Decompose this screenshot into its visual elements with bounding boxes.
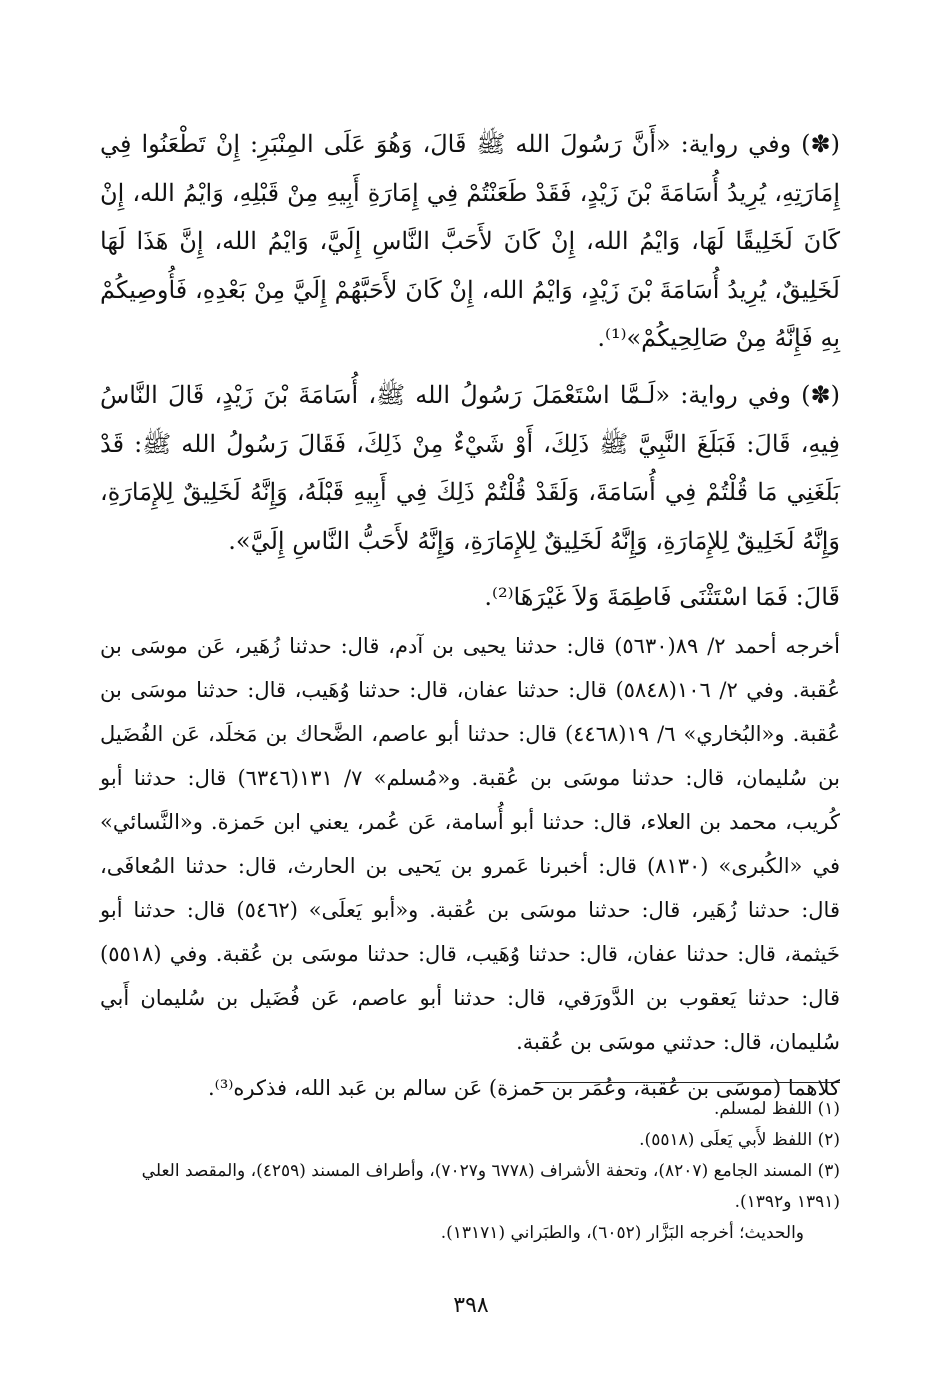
footnote-divider [535,1082,840,1083]
footnote-text: اللفظ لمسلم. [713,1099,813,1119]
footnote-number: (٣) [817,1161,840,1181]
footnote-number: (٢) [817,1130,840,1150]
sanad-paragraph: أخرجه أحمد ٢/ ٨٩(٥٦٣٠) قال: حدثنا يحيى بن آدم، قال: حدثنا زُهَير، عَن موسَى بن عُقبة. وفي ٢/ ١٠٦(٥٨٤٨) قال: حدثنا عفان، قال: حدثنا وُهَيب، قال: حدثنا موسَى بن عُقبة. و«البُخاري» ٦/ ١٩(٤٤٦٨) قال: حدثنا أبو عاصم، الضَّحاك بن مَخلَد، عَن الفُضَيل بن سُليمان، قال: حدثنا موسَى بن عُقبة. و«مُسلم» ٧/ ١٣١(٦٣٤٦) قال: حدثنا أبو كُريب، محمد بن العلاء، قال: حدثنا أبو أُسامة، عَن عُمر، يعني ابن حَمزة. و«النَّسائي» في «الكُبرى» (٨١٣٠) قال: أخبرنا عَمرو بن يَحيى بن الحارث، قال: حدثنا المُعافَى، قال: حدثنا زُهَير، قال: حدثنا موسَى بن عُقبة. و«أبو يَعلَى» (٥٤٦٢) قال: حدثنا أبو خَيثمة، قال: حدثنا عفان، قال: حدثنا وُهَيب، قال: حدثنا موسَى بن عُقبة. وفي (٥٥١٨) قال: حدثنا يَعقوب بن الدَّورَقي، قال: حدثنا أبو عاصم، عَن فُضَيل بن سُليمان أَبي سُليمان، قال: حدثني موسَى بن عُقبة. [100,633,840,1054]
footnote-1 [100,1094,840,1125]
footnotes [100,1094,840,1249]
footnote-number: (١) [817,1099,840,1119]
hadith-paragraph-2: (✽) وفي رواية: «لَـمَّا اسْتَعْمَلَ رَسُولُ الله ﷺ، أُسَامَةَ بْنَ زَيْدٍ، قَالَ النَّاسُ فِيهِ، قَالَ: فَبَلَغَ النَّبِيَّ ﷺ ذَلِكَ، أَوْ شَيْءٌ مِنْ ذَلِكَ، فَقَالَ رَسُولُ الله ﷺ: قَدْ بَلَغَنِي مَا قُلْتُمْ فِي أُسَامَةَ، وَلَقَدْ قُلْتُمْ ذَلِكَ فِي أَبِيهِ قَبْلَهُ، وَإِنَّهُ لَخَلِيقٌ لِلإِمَارَةِ، وَإِنَّهُ لَخَلِيقٌ لِلإِمَارَةِ، وَإِنَّهُ لَخَلِيقٌ لِلإِمَارَةِ، وَإِنَّهُ لأَحَبُّ النَّاسِ إِلَيَّ». [100,380,840,555]
footnote-text: المسند الجامع (٨٢٠٧)، وتحفة الأشراف (٦٧٧٨ و٧٠٢٧)، وأطراف المسند (٤٢٥٩)، والمقصد العلي (١٣٩١ و١٣٩٢). [141,1161,840,1212]
footnote-text: اللفظ لأَبي يَعلَى (٥٥١٨). [639,1130,813,1150]
main-text [100,118,840,1110]
footnote-3-continuation: والحديث؛ أخرجه البَزَّار (٦٠٥٢)، والطبَراني (١٣١٧١). [440,1223,804,1243]
hadith-paragraph-1: (✽) وفي رواية: «أَنَّ رَسُولَ الله ﷺ قَالَ، وَهُوَ عَلَى المِنْبَرِ: إِنْ تَطْعَنُوا فِي إِمَارَتِهِ، يُرِيدُ أُسَامَةَ بْنَ زَيْدٍ، فَقَدْ طَعَنْتُمْ فِي إِمَارَةِ أَبِيهِ مِنْ قَبْلِهِ، وَايْمُ الله، إِنْ كَانَ لَخَلِيقًا لَهَا، وَايْمُ الله، إِنْ كَانَ لأَحَبَّ النَّاسِ إِلَيَّ، وَايْمُ الله، إِنَّ هَذَا لَهَا لَخَلِيقٌ، يُرِيدُ أُسَامَةَ بْنَ زَيْدٍ، وَايْمُ الله، إِنْ كَانَ لأَحَبَّهُمْ إِلَيَّ مِنْ بَعْدِهِ، فَأُوصِيكُمْ بِهِ فَإِنَّهُ مِنْ صَالِحِيكُمْ»⁽¹⁾. [100,130,840,353]
footnote-2 [100,1125,840,1156]
closing-paragraph: كلاهما (موسَى بن عُقبة، وعُمَر بن حَمزة) عَن سالم بن عَبد الله، فذكره⁽³⁾. [207,1075,840,1100]
hadith-paragraph-3: قَالَ: فَمَا اسْتَثْنَى فَاطِمَةَ وَلاَ غَيْرَهَا⁽²⁾. [484,583,840,612]
footnote-3 [100,1156,840,1218]
page-number: ٣٩٨ [453,1293,489,1318]
